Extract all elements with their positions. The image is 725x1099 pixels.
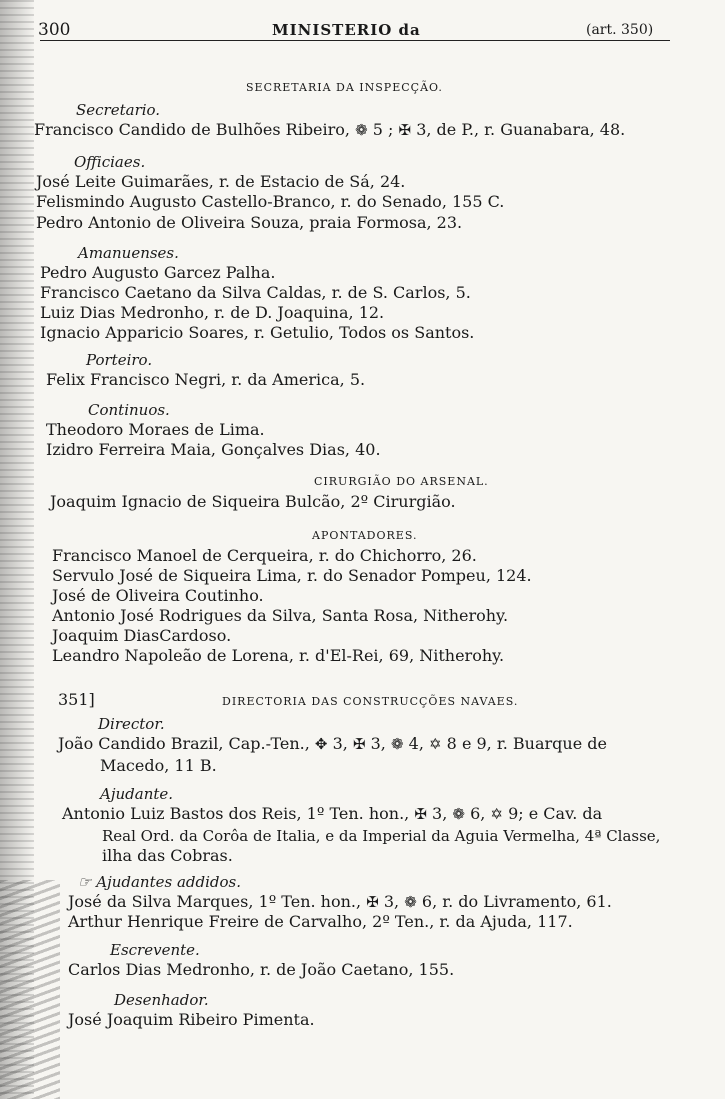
entry-apontadores-5: Joaquim DiasCardoso. (52, 626, 232, 645)
entry-text: Francisco Candido de Bulhões Ribeiro, (34, 120, 351, 139)
title-amanuenses: Amanuenses. (78, 244, 179, 262)
title-ajudantes-addidos (78, 872, 241, 892)
entry-ajudante-1 (62, 804, 602, 824)
title-officiaes: Officiaes. (74, 153, 146, 171)
entry-amanuenses-4: Ignacio Apparicio Soares, r. Getulio, Todos os Santos. (40, 323, 475, 342)
entry-director-1 (58, 734, 607, 754)
entry-officiaes-1: José Leite Guimarães, r. de Estacio de Sá, 24. (36, 172, 406, 191)
entry-officiaes-3: Pedro Antonio de Oliveira Souza, praia Formosa, 23. (36, 213, 463, 232)
section-secretaria: SECRETARIA DA INSPECÇÃO. (246, 81, 443, 94)
entry-officiaes-2: Felismindo Augusto Castello-Branco, r. do Senado, 155 C. (36, 192, 505, 211)
entry-director-2: Macedo, 11 B. (100, 756, 217, 775)
cross-icon: ✠ (366, 893, 379, 911)
section-cirurgiao: CIRURGIÃO DO ARSENAL. (314, 475, 489, 488)
title-porteiro: Porteiro. (86, 351, 153, 369)
rose-icon: ❁ (452, 805, 465, 823)
entry-apontadores-1: Francisco Manoel de Cerqueira, r. do Chichorro, 26. (52, 546, 477, 565)
entry-text: 6, r. do Livramento, 61. (421, 892, 612, 911)
entry-text: 8 e 9, r. Buarque de (446, 734, 607, 753)
entry-text: Antonio Luiz Bastos dos Reis, 1º Ten. hon., (62, 804, 410, 823)
entry-secretario (34, 120, 625, 140)
entry-text: 3, (432, 804, 448, 823)
entry-text: 5 ; (372, 120, 394, 139)
entry-continuos-2: Izidro Ferreira Maia, Gonçalves Dias, 40. (46, 440, 381, 459)
directoria-number: 351] (58, 690, 95, 709)
title-text: Ajudantes addidos. (96, 873, 241, 891)
entry-amanuenses-3: Luiz Dias Medronho, r. de D. Joaquina, 12. (40, 303, 385, 322)
entry-addidos-2: Arthur Henrique Freire de Carvalho, 2º Ten., r. da Ajuda, 117. (68, 912, 573, 931)
scan-edge-bottom-left (0, 880, 60, 1099)
cross-icon: ✠ (398, 121, 412, 139)
title-escrevente: Escrevente. (110, 941, 200, 959)
cross-icon: ✠ (414, 805, 427, 823)
entry-apontadores-3: José de Oliveira Coutinho. (52, 586, 264, 605)
entry-porteiro-1: Felix Francisco Negri, r. da America, 5. (46, 370, 366, 389)
manicula-icon: ☞ (78, 873, 92, 891)
star-icon: ✡ (490, 805, 503, 823)
entry-apontadores-6: Leandro Napoleão de Lorena, r. d'El-Rei, 69, Nitherohy. (52, 646, 505, 665)
title-ajudante: Ajudante. (100, 785, 174, 803)
rose-icon: ❁ (390, 735, 404, 753)
entry-desenhador-1: José Joaquim Ribeiro Pimenta. (68, 1010, 315, 1029)
title-director: Director. (98, 715, 165, 733)
header-rule (40, 40, 670, 41)
entry-apontadores-2: Servulo José de Siqueira Lima, r. do Senador Pompeu, 124. (52, 566, 532, 585)
entry-text: João Candido Brazil, Cap.-Ten., (58, 734, 310, 753)
cross-icon: ✠ (352, 735, 366, 753)
title-desenhador: Desenhador. (114, 991, 209, 1009)
entry-ajudante-3: ilha das Cobras. (102, 846, 233, 865)
section-directoria: DIRECTORIA DAS CONSTRUCÇÕES NAVAES. (222, 695, 519, 708)
entry-text: 6, (470, 804, 486, 823)
entry-ajudante-2: Real Ord. da Corôa de Italia, e da Imperial da Aguia Vermelha, 4ª Classe, (102, 827, 661, 845)
entry-text: 3, (332, 734, 348, 753)
entry-text: 4, (408, 734, 424, 753)
entry-text: José da Silva Marques, 1º Ten. hon., (68, 892, 362, 911)
entry-text: 3, de P., r. Guanabara, 48. (416, 120, 626, 139)
page-number: 300 (38, 20, 71, 40)
title-continuos: Continuos. (88, 401, 170, 419)
title-secretario: Secretario. (76, 101, 161, 119)
page-title: MINISTERIO da (272, 21, 421, 39)
entry-text: 3, (383, 892, 400, 911)
star-icon: ✡ (429, 735, 442, 753)
entry-cirurgiao-1: Joaquim Ignacio de Siqueira Bulcão, 2º Cirurgião. (50, 492, 456, 511)
entry-amanuenses-1: Pedro Augusto Garcez Palha. (40, 263, 276, 282)
entry-amanuenses-2: Francisco Caetano da Silva Caldas, r. de S. Carlos, 5. (40, 283, 471, 302)
entry-text: 3, (370, 734, 386, 753)
entry-addidos-1 (68, 892, 612, 912)
entry-text: 9; e Cav. da (508, 804, 603, 823)
rose-icon: ❁ (355, 121, 368, 139)
section-apontadores: APONTADORES. (312, 529, 418, 542)
entry-apontadores-4: Antonio José Rodrigues da Silva, Santa Rosa, Nitherohy. (52, 606, 509, 625)
sun-icon: ✥ (314, 735, 328, 753)
entry-continuos-1: Theodoro Moraes de Lima. (46, 420, 265, 439)
rose-icon: ❁ (404, 893, 417, 911)
article-ref: (art. 350) (586, 22, 654, 38)
entry-escrevente-1: Carlos Dias Medronho, r. de João Caetano, 155. (68, 960, 455, 979)
